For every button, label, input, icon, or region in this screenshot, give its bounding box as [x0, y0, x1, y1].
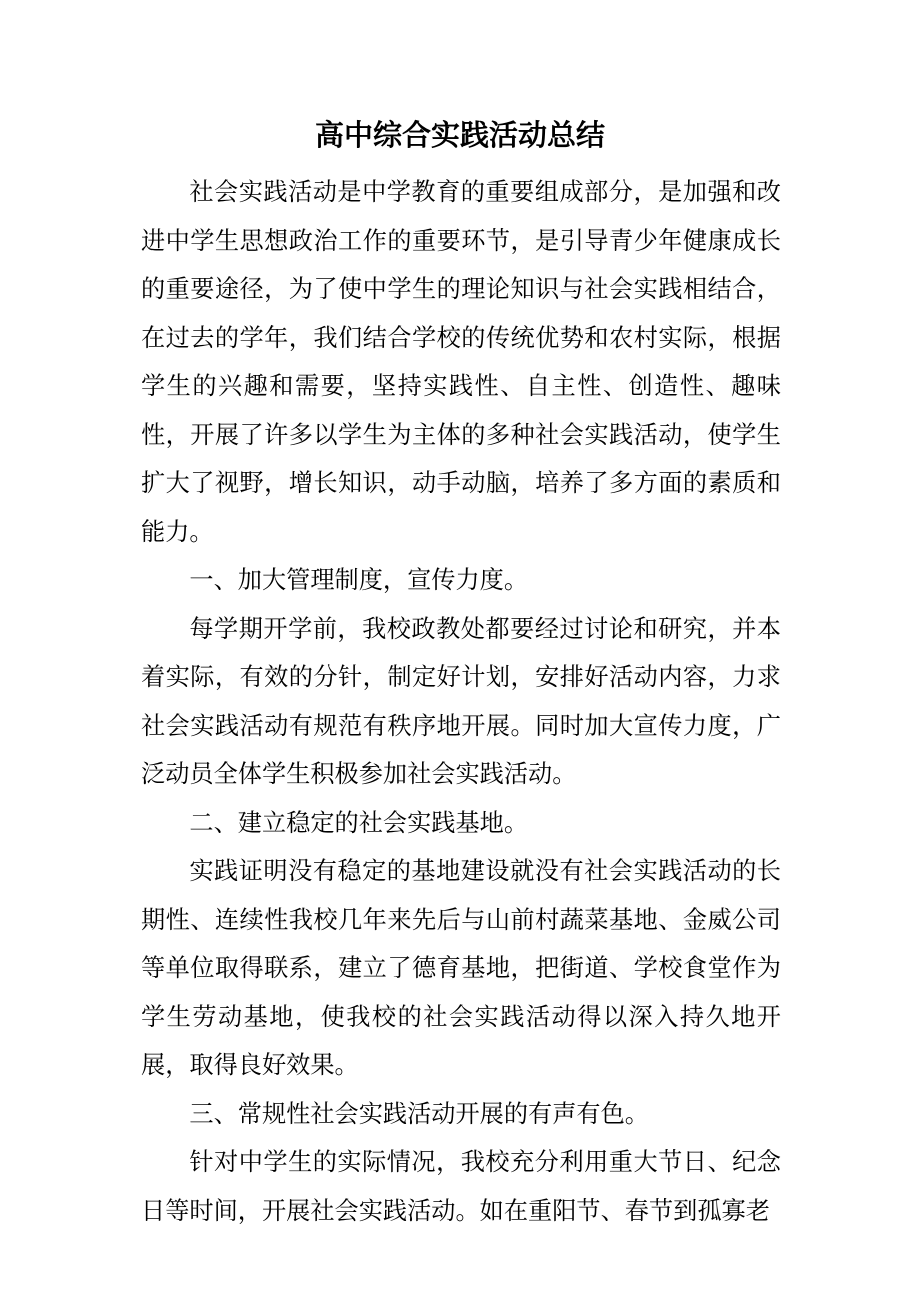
paragraph-section-2: 实践证明没有稳定的基地建设就没有社会实践活动的长期性、连续性我校几年来先后与山前村蔬菜基地、金威公司等单位取得联系，建立了德育基地，把街道、学校食堂作为学生劳动基地，使我校的社会实践活动得以深入持久地开展，取得良好效果。 [141, 857, 781, 1079]
paragraph-section-3: 针对中学生的实际情况，我校充分利用重大节日、纪念日等时间，开展社会实践活动。如在重阳节、春节到孤寡老 [141, 1148, 781, 1225]
section-heading-1: 一、加大管理制度，宣传力度。 [189, 566, 529, 594]
document-body [141, 168, 781, 1235]
section-heading-2: 二、建立稳定的社会实践基地。 [189, 808, 529, 837]
paragraph-section-1: 每学期开学前，我校政教处都要经过讨论和研究，并本着实际，有效的分针，制定好计划，安排好活动内容，力求社会实践活动有规范有秩序地开展。同时加大宣传力度，广泛动员全体学生积极参加社会实践活动。 [141, 614, 781, 788]
section-heading-3: 三、常规性社会实践活动开展的有声有色。 [189, 1099, 649, 1128]
document-title: 高中综合实践活动总结 [314, 118, 605, 152]
paragraph-intro: 社会实践活动是中学教育的重要组成部分，是加强和改进中学生思想政治工作的重要环节，是引导青少年健康成长的重要途径，为了使中学生的理论知识与社会实践相结合，在过去的学年，我们结合学校的传统优势和农村实际，根据学生的兴趣和需要，坚持实践性、自主性、创造性、趣味性，开展了许多以学生为主体的多种社会实践活动，使学生扩大了视野，增长知识，动手动脑，培养了多方面的素质和能力。 [141, 178, 781, 546]
